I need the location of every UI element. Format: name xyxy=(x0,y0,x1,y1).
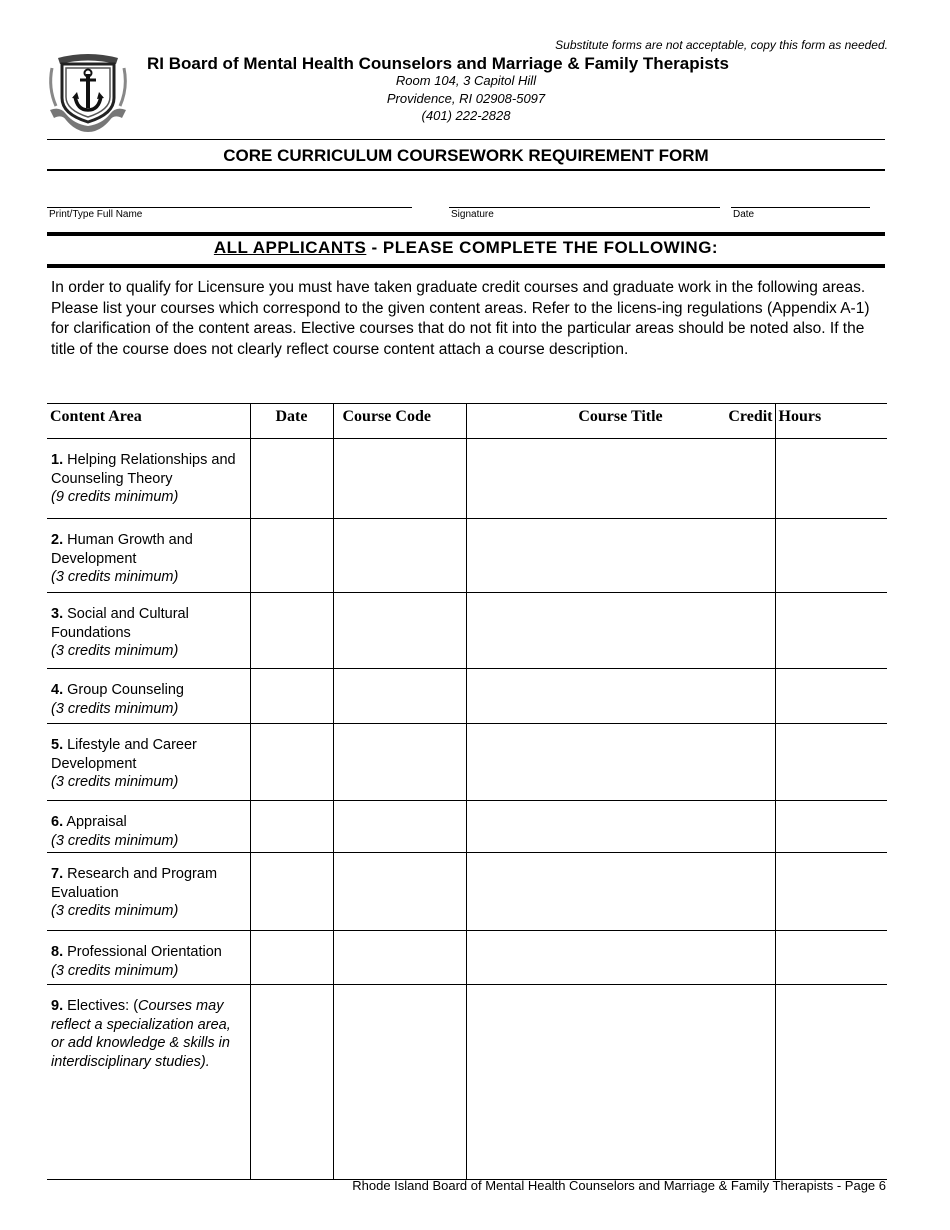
course-code-cell[interactable] xyxy=(333,593,466,669)
header-course-title-label: Course Title xyxy=(578,408,663,425)
course-code-cell[interactable] xyxy=(333,801,466,853)
header-date: Date xyxy=(250,404,333,439)
credit-hours-cell[interactable] xyxy=(775,931,887,985)
address-line-2: Providence, RI 02908-5097 xyxy=(386,91,546,106)
credit-hours-cell[interactable] xyxy=(775,853,887,931)
header-credit: Credit xyxy=(728,408,773,425)
content-area-cell: 1. Helping Relationships and Counseling Theory (9 credits minimum) xyxy=(47,439,250,519)
date-cell[interactable] xyxy=(250,985,333,1180)
page-footer: Rhode Island Board of Mental Health Counselors and Marriage & Family Therapists - Page 6 xyxy=(352,1178,886,1193)
course-title-cell[interactable] xyxy=(466,853,775,931)
course-title-cell[interactable] xyxy=(466,801,775,853)
course-title-cell[interactable] xyxy=(466,439,775,519)
course-title-cell[interactable] xyxy=(466,724,775,801)
divider xyxy=(47,232,885,236)
banner-rest: - PLEASE COMPLETE THE FOLLOWING: xyxy=(366,238,719,257)
content-area-cell: 4. Group Counseling (3 credits minimum) xyxy=(47,669,250,724)
course-title-cell[interactable] xyxy=(466,669,775,724)
credit-hours-cell[interactable] xyxy=(775,985,887,1180)
course-code-cell[interactable] xyxy=(333,853,466,931)
course-title-cell[interactable] xyxy=(466,519,775,593)
signature-label: Signature xyxy=(451,209,494,220)
divider xyxy=(47,139,885,140)
course-code-cell[interactable] xyxy=(333,669,466,724)
table-row xyxy=(47,853,887,931)
full-name-field[interactable] xyxy=(47,207,412,208)
table-row xyxy=(47,801,887,853)
table-row xyxy=(47,985,887,1180)
content-area-cell: 7. Research and Program Evaluation (3 credits minimum) xyxy=(47,853,250,931)
table-row xyxy=(47,669,887,724)
header-course-title xyxy=(466,404,775,439)
credit-hours-cell[interactable] xyxy=(775,801,887,853)
instructions-paragraph: In order to qualify for Licensure you must have taken graduate credit courses and graduate work in the following areas. Please list your courses which correspond to the given content areas. Refer to the licens-ing regulations (Appendix A-1) for clarification of the content areas. Elective courses that do not fit into the particular areas should be noted also. If the title of the course does not clearly reflect course content attach a course description. xyxy=(51,279,870,358)
date-cell[interactable] xyxy=(250,724,333,801)
credit-hours-cell[interactable] xyxy=(775,593,887,669)
content-area-cell: 5. Lifestyle and Career Development (3 credits minimum) xyxy=(47,724,250,801)
date-cell[interactable] xyxy=(250,519,333,593)
table-row xyxy=(47,439,887,519)
table-row xyxy=(47,724,887,801)
table-row xyxy=(47,593,887,669)
header-content-area: Content Area xyxy=(47,404,250,439)
date-label: Date xyxy=(733,209,755,220)
date-cell[interactable] xyxy=(250,801,333,853)
course-code-cell[interactable] xyxy=(333,519,466,593)
credit-hours-cell[interactable] xyxy=(775,669,887,724)
substitute-forms-note: Substitute forms are not acceptable, copy this form as needed. xyxy=(555,38,888,52)
course-code-cell[interactable] xyxy=(333,724,466,801)
course-title-cell[interactable] xyxy=(466,985,775,1180)
course-title-cell[interactable] xyxy=(466,931,775,985)
state-seal-icon xyxy=(44,48,132,132)
credit-hours-cell[interactable] xyxy=(775,519,887,593)
coursework-table xyxy=(47,403,887,1180)
content-area-cell: 9. Electives: (Courses may reflect a specialization area, or add knowledge & skills in interdisciplinary studies). xyxy=(47,985,250,1180)
header-hours: Hours xyxy=(775,404,887,439)
content-area-cell: 2. Human Growth and Development (3 credits minimum) xyxy=(47,519,250,593)
divider xyxy=(47,264,885,268)
table-row xyxy=(47,931,887,985)
date-cell[interactable] xyxy=(250,593,333,669)
phone-number: (401) 222-2828 xyxy=(421,108,511,123)
address-line-1: Room 104, 3 Capitol Hill xyxy=(395,73,537,88)
course-code-cell[interactable] xyxy=(333,439,466,519)
course-code-cell[interactable] xyxy=(333,931,466,985)
divider xyxy=(47,169,885,171)
date-field[interactable] xyxy=(731,207,870,208)
banner-underlined: ALL APPLICANTS xyxy=(213,238,367,257)
content-area-cell: 3. Social and Cultural Foundations (3 credits minimum) xyxy=(47,593,250,669)
date-cell[interactable] xyxy=(250,439,333,519)
table-row xyxy=(47,519,887,593)
content-area-cell: 6. Appraisal (3 credits minimum) xyxy=(47,801,250,853)
date-cell[interactable] xyxy=(250,853,333,931)
credit-hours-cell[interactable] xyxy=(775,439,887,519)
content-area-cell: 8. Professional Orientation (3 credits minimum) xyxy=(47,931,250,985)
course-title-cell[interactable] xyxy=(466,593,775,669)
credit-hours-cell[interactable] xyxy=(775,724,887,801)
signature-field[interactable] xyxy=(449,207,720,208)
header-course-code: Course Code xyxy=(333,404,466,439)
board-name: RI Board of Mental Health Counselors and Marriage & Family Therapists xyxy=(147,54,729,73)
full-name-label: Print/Type Full Name xyxy=(49,209,143,220)
applicants-banner xyxy=(47,238,885,258)
date-cell[interactable] xyxy=(250,931,333,985)
course-code-cell[interactable] xyxy=(333,985,466,1180)
table-header-row xyxy=(47,404,887,439)
date-cell[interactable] xyxy=(250,669,333,724)
form-title: CORE CURRICULUM COURSEWORK REQUIREMENT FORM xyxy=(223,146,709,165)
